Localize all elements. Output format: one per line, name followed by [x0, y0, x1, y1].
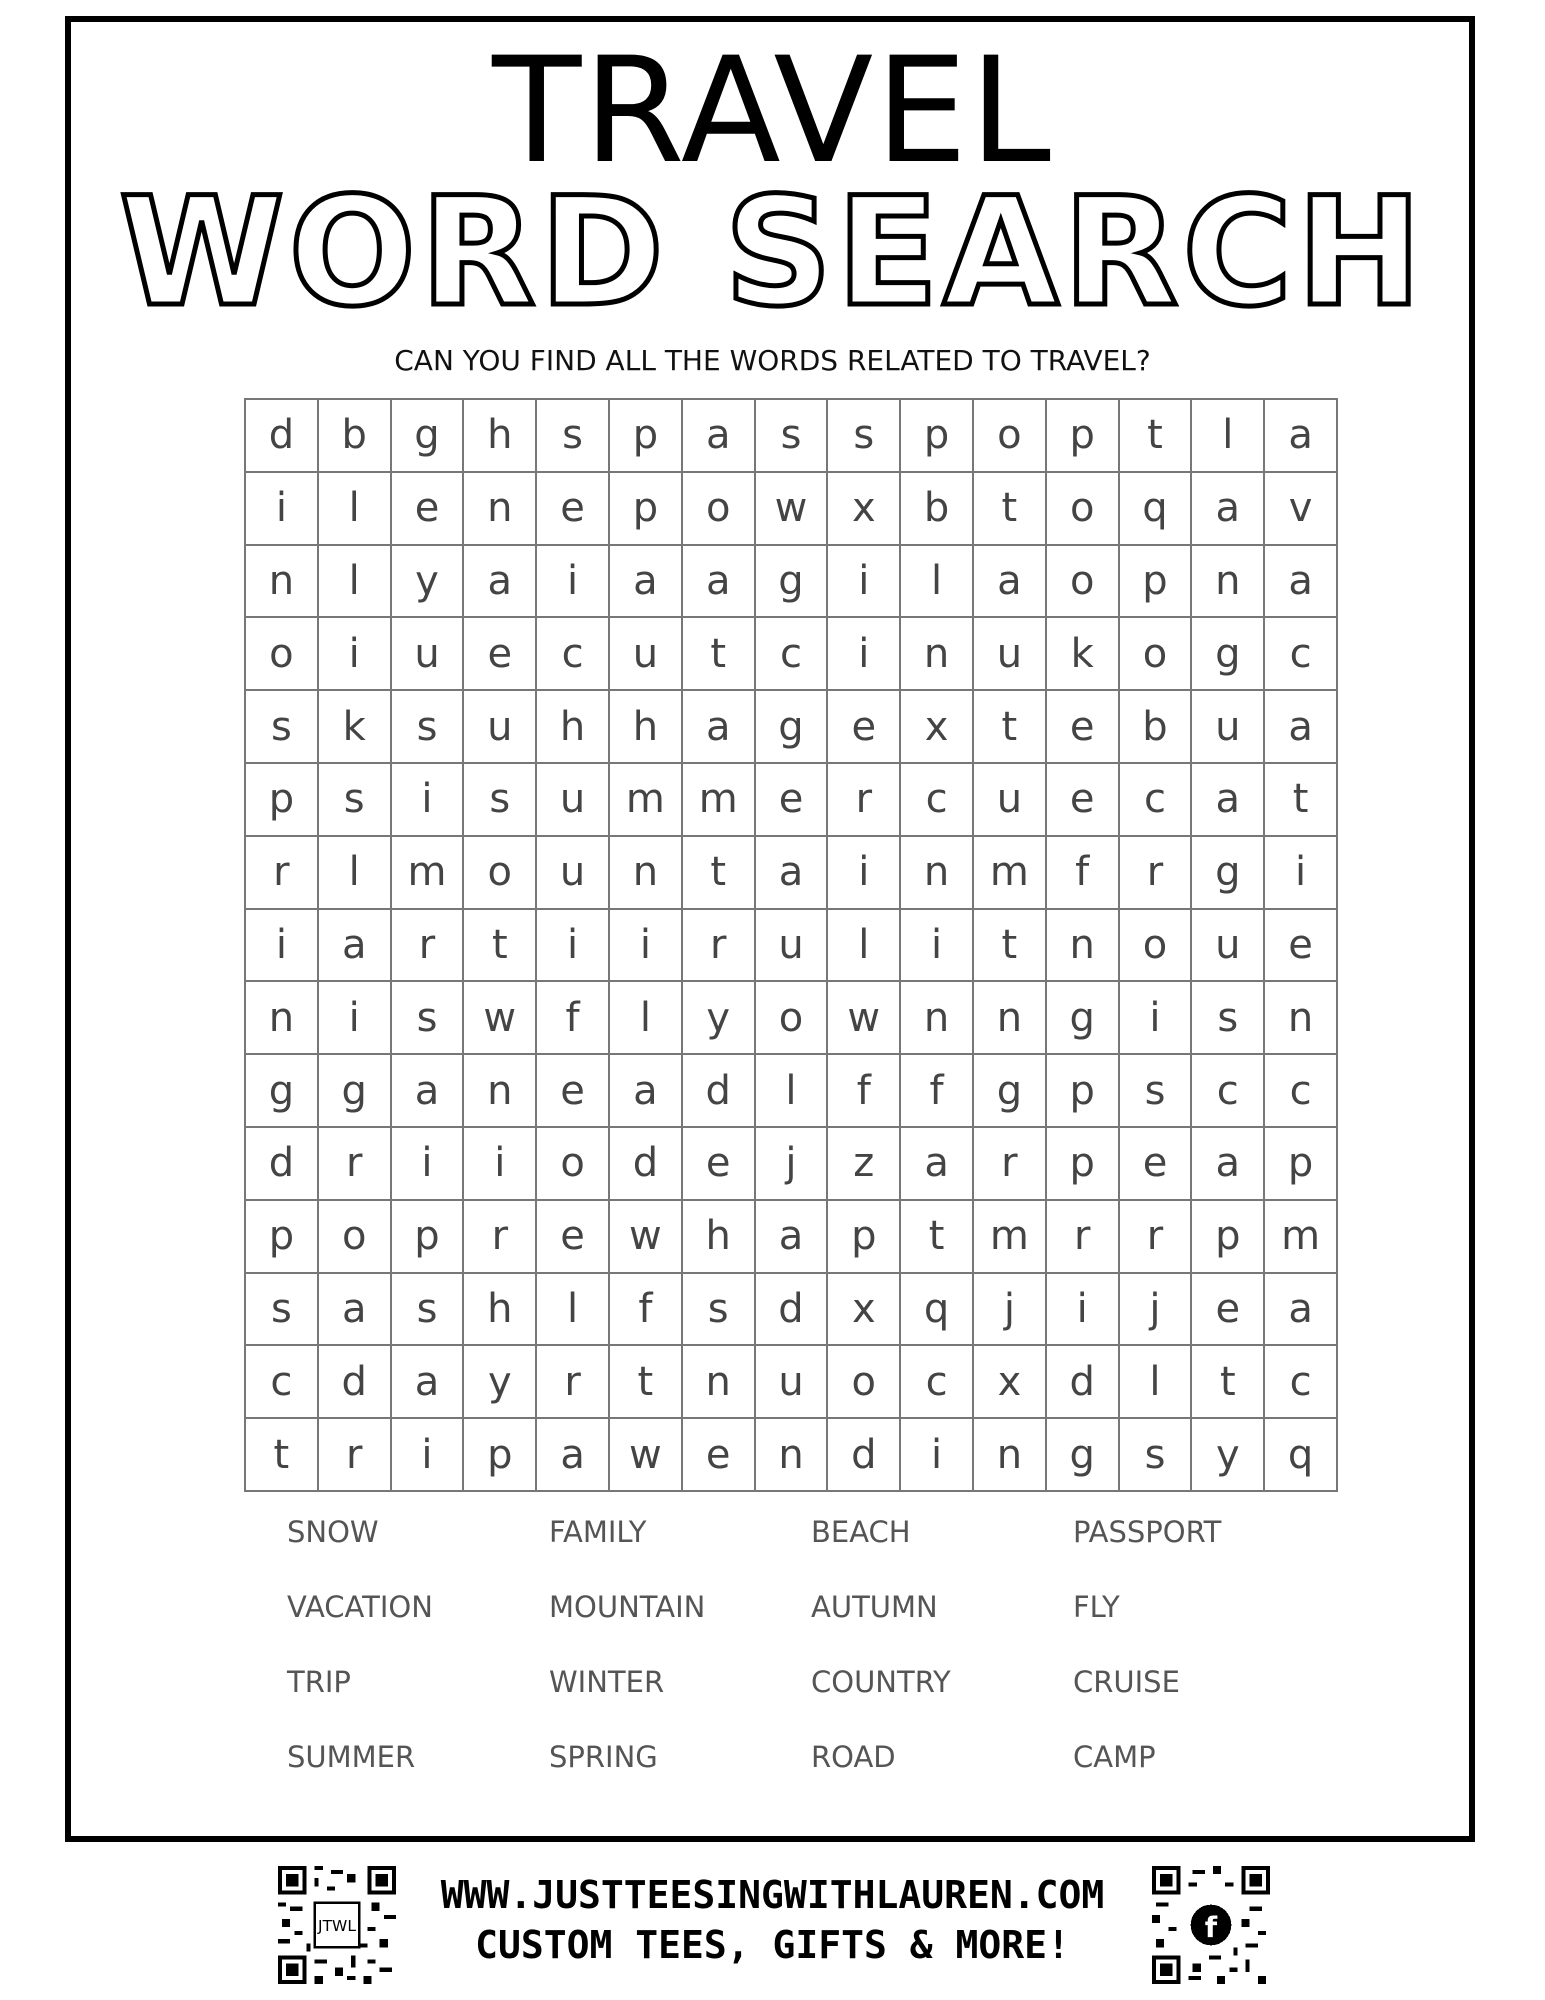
- word-list-item: AUTUMN: [811, 1590, 938, 1624]
- grid-cell[interactable]: c: [246, 1346, 319, 1419]
- grid-cell[interactable]: f: [1047, 837, 1120, 910]
- website-link[interactable]: WWW.JUSTTEESINGWITHLAUREN.COM: [440, 1873, 1105, 1917]
- grid-cell[interactable]: l: [537, 1274, 610, 1347]
- word-list: [287, 1515, 1387, 1835]
- grid-cell[interactable]: a: [537, 1419, 610, 1492]
- grid-cell[interactable]: e: [537, 473, 610, 546]
- grid-cell[interactable]: n: [610, 837, 683, 910]
- grid-cell[interactable]: o: [319, 1201, 392, 1274]
- grid-cell[interactable]: l: [756, 1055, 829, 1128]
- grid-cell[interactable]: d: [683, 1055, 756, 1128]
- grid-cell[interactable]: s: [683, 1274, 756, 1347]
- grid-cell[interactable]: x: [901, 691, 974, 764]
- grid-cell[interactable]: p: [1047, 1055, 1120, 1128]
- grid-cell[interactable]: g: [1047, 1419, 1120, 1492]
- grid-cell[interactable]: t: [464, 910, 537, 983]
- grid-cell[interactable]: t: [683, 837, 756, 910]
- grid-cell[interactable]: w: [610, 1201, 683, 1274]
- grid-cell[interactable]: u: [974, 618, 1047, 691]
- grid-cell[interactable]: a: [974, 546, 1047, 619]
- grid-cell[interactable]: a: [756, 1201, 829, 1274]
- word-list-item: MOUNTAIN: [549, 1590, 706, 1624]
- word-list-item: COUNTRY: [811, 1665, 951, 1699]
- grid-cell[interactable]: l: [319, 473, 392, 546]
- grid-cell[interactable]: a: [1192, 764, 1265, 837]
- grid-cell[interactable]: e: [1047, 764, 1120, 837]
- grid-cell[interactable]: t: [1120, 400, 1193, 473]
- grid-cell[interactable]: p: [1192, 1201, 1265, 1274]
- grid-cell[interactable]: e: [683, 1128, 756, 1201]
- grid-cell[interactable]: i: [828, 546, 901, 619]
- grid-cell[interactable]: n: [974, 1419, 1047, 1492]
- grid-cell[interactable]: e: [1265, 910, 1338, 983]
- grid-cell[interactable]: s: [464, 764, 537, 837]
- grid-cell[interactable]: g: [246, 1055, 319, 1128]
- grid-cell[interactable]: i: [901, 1419, 974, 1492]
- grid-cell[interactable]: i: [1120, 982, 1193, 1055]
- grid-cell[interactable]: m: [610, 764, 683, 837]
- grid-cell[interactable]: g: [319, 1055, 392, 1128]
- grid-cell[interactable]: s: [1120, 1055, 1193, 1128]
- grid-cell[interactable]: l: [1120, 1346, 1193, 1419]
- word-list-item: SPRING: [549, 1740, 658, 1774]
- grid-cell[interactable]: r: [319, 1419, 392, 1492]
- grid-cell[interactable]: y: [464, 1346, 537, 1419]
- grid-cell[interactable]: w: [828, 982, 901, 1055]
- grid-cell[interactable]: t: [974, 473, 1047, 546]
- grid-cell[interactable]: r: [319, 1128, 392, 1201]
- grid-cell[interactable]: l: [319, 546, 392, 619]
- grid-cell[interactable]: p: [1120, 546, 1193, 619]
- grid-cell[interactable]: i: [1265, 837, 1338, 910]
- grid-cell[interactable]: a: [319, 1274, 392, 1347]
- grid-cell[interactable]: a: [319, 910, 392, 983]
- grid-cell[interactable]: o: [756, 982, 829, 1055]
- grid-cell[interactable]: w: [464, 982, 537, 1055]
- grid-cell[interactable]: i: [901, 910, 974, 983]
- grid-cell[interactable]: i: [464, 1128, 537, 1201]
- grid-cell[interactable]: b: [901, 473, 974, 546]
- grid-cell[interactable]: j: [974, 1274, 1047, 1347]
- word-list-item: BEACH: [811, 1515, 911, 1549]
- grid-cell[interactable]: r: [974, 1128, 1047, 1201]
- grid-cell[interactable]: r: [1120, 837, 1193, 910]
- grid-cell[interactable]: t: [683, 618, 756, 691]
- grid-cell[interactable]: b: [1120, 691, 1193, 764]
- grid-cell[interactable]: n: [1265, 982, 1338, 1055]
- grid-cell[interactable]: p: [246, 764, 319, 837]
- grid-cell[interactable]: i: [246, 473, 319, 546]
- title-word-search: WORD SEARCH: [119, 166, 1426, 340]
- grid-cell[interactable]: q: [901, 1274, 974, 1347]
- grid-cell[interactable]: i: [319, 982, 392, 1055]
- grid-cell[interactable]: w: [610, 1419, 683, 1492]
- grid-cell[interactable]: k: [1047, 618, 1120, 691]
- grid-cell[interactable]: r: [683, 910, 756, 983]
- grid-cell[interactable]: b: [319, 400, 392, 473]
- grid-cell[interactable]: j: [1120, 1274, 1193, 1347]
- grid-cell[interactable]: e: [392, 473, 465, 546]
- grid-cell[interactable]: f: [828, 1055, 901, 1128]
- tagline: CUSTOM TEES, GIFTS & MORE!: [475, 1923, 1070, 1967]
- grid-cell[interactable]: s: [756, 400, 829, 473]
- grid-cell[interactable]: a: [1265, 1274, 1338, 1347]
- grid-cell[interactable]: p: [1265, 1128, 1338, 1201]
- grid-cell[interactable]: m: [974, 837, 1047, 910]
- grid-cell[interactable]: f: [537, 982, 610, 1055]
- grid-cell[interactable]: h: [610, 691, 683, 764]
- grid-cell[interactable]: c: [756, 618, 829, 691]
- word-list-item: TRIP: [287, 1665, 351, 1699]
- grid-cell[interactable]: n: [974, 982, 1047, 1055]
- grid-cell[interactable]: r: [392, 910, 465, 983]
- grid-cell[interactable]: e: [537, 1055, 610, 1128]
- grid-cell[interactable]: s: [1192, 982, 1265, 1055]
- qr-logo-label: JTWL: [318, 1917, 356, 1936]
- grid-cell[interactable]: o: [1120, 910, 1193, 983]
- grid-cell[interactable]: p: [1047, 400, 1120, 473]
- svg-text:f: f: [1204, 1911, 1218, 1945]
- grid-cell[interactable]: r: [464, 1201, 537, 1274]
- grid-cell[interactable]: u: [537, 837, 610, 910]
- grid-cell[interactable]: l: [610, 982, 683, 1055]
- subtitle: CAN YOU FIND ALL THE WORDS RELATED TO TRAVEL?: [394, 344, 1151, 377]
- grid-cell[interactable]: r: [1047, 1201, 1120, 1274]
- grid-cell[interactable]: t: [610, 1346, 683, 1419]
- letter-grid[interactable]: [244, 398, 1338, 1492]
- grid-cell[interactable]: n: [901, 837, 974, 910]
- grid-cell[interactable]: e: [464, 618, 537, 691]
- grid-cell[interactable]: m: [392, 837, 465, 910]
- grid-cell[interactable]: g: [1192, 837, 1265, 910]
- grid-cell[interactable]: p: [1047, 1128, 1120, 1201]
- grid-cell[interactable]: d: [610, 1128, 683, 1201]
- grid-cell[interactable]: d: [319, 1346, 392, 1419]
- grid-cell[interactable]: p: [828, 1201, 901, 1274]
- grid-cell[interactable]: l: [901, 546, 974, 619]
- grid-cell[interactable]: t: [246, 1419, 319, 1492]
- grid-cell[interactable]: e: [1120, 1128, 1193, 1201]
- word-list-item: SNOW: [287, 1515, 379, 1549]
- word-list-item: CRUISE: [1073, 1665, 1180, 1699]
- grid-cell[interactable]: i: [319, 618, 392, 691]
- grid-cell[interactable]: o: [246, 618, 319, 691]
- grid-cell[interactable]: a: [1265, 400, 1338, 473]
- grid-cell[interactable]: r: [1120, 1201, 1193, 1274]
- grid-cell[interactable]: c: [1265, 618, 1338, 691]
- grid-cell[interactable]: t: [974, 691, 1047, 764]
- grid-cell[interactable]: c: [901, 1346, 974, 1419]
- grid-cell[interactable]: g: [392, 400, 465, 473]
- grid-cell[interactable]: u: [1192, 910, 1265, 983]
- grid-cell[interactable]: c: [1192, 1055, 1265, 1128]
- grid-cell[interactable]: o: [1120, 618, 1193, 691]
- grid-cell[interactable]: u: [392, 618, 465, 691]
- grid-cell[interactable]: h: [464, 400, 537, 473]
- grid-cell[interactable]: o: [828, 1346, 901, 1419]
- grid-cell[interactable]: y: [683, 982, 756, 1055]
- grid-cell[interactable]: s: [392, 982, 465, 1055]
- word-list-item: FAMILY: [549, 1515, 647, 1549]
- grid-cell[interactable]: u: [537, 764, 610, 837]
- grid-cell[interactable]: r: [246, 837, 319, 910]
- grid-cell[interactable]: i: [392, 1419, 465, 1492]
- grid-cell[interactable]: a: [610, 546, 683, 619]
- grid-cell[interactable]: a: [392, 1055, 465, 1128]
- grid-cell[interactable]: o: [1047, 473, 1120, 546]
- grid-cell[interactable]: x: [828, 1274, 901, 1347]
- grid-cell[interactable]: p: [464, 1419, 537, 1492]
- grid-cell[interactable]: c: [1265, 1346, 1338, 1419]
- grid-cell[interactable]: i: [392, 764, 465, 837]
- grid-cell[interactable]: t: [901, 1201, 974, 1274]
- grid-cell[interactable]: z: [828, 1128, 901, 1201]
- grid-cell[interactable]: i: [828, 618, 901, 691]
- grid-cell[interactable]: o: [537, 1128, 610, 1201]
- grid-cell[interactable]: o: [683, 473, 756, 546]
- word-list-item: CAMP: [1073, 1740, 1156, 1774]
- grid-cell[interactable]: p: [901, 400, 974, 473]
- grid-cell[interactable]: v: [1265, 473, 1338, 546]
- grid-cell[interactable]: s: [537, 400, 610, 473]
- grid-cell[interactable]: g: [974, 1055, 1047, 1128]
- grid-cell[interactable]: j: [756, 1128, 829, 1201]
- grid-cell[interactable]: t: [974, 910, 1047, 983]
- grid-cell[interactable]: a: [464, 546, 537, 619]
- grid-cell[interactable]: t: [1192, 1346, 1265, 1419]
- grid-cell[interactable]: g: [1192, 618, 1265, 691]
- grid-cell[interactable]: l: [1192, 400, 1265, 473]
- grid-cell[interactable]: s: [319, 764, 392, 837]
- grid-cell[interactable]: a: [683, 400, 756, 473]
- grid-cell[interactable]: k: [319, 691, 392, 764]
- grid-cell[interactable]: t: [1265, 764, 1338, 837]
- grid-cell[interactable]: n: [1192, 546, 1265, 619]
- grid-cell[interactable]: s: [392, 691, 465, 764]
- word-list-item: VACATION: [287, 1590, 433, 1624]
- grid-cell[interactable]: i: [1047, 1274, 1120, 1347]
- grid-cell[interactable]: x: [974, 1346, 1047, 1419]
- grid-cell[interactable]: u: [974, 764, 1047, 837]
- grid-cell[interactable]: i: [392, 1128, 465, 1201]
- grid-cell[interactable]: o: [974, 400, 1047, 473]
- grid-cell[interactable]: f: [901, 1055, 974, 1128]
- grid-cell[interactable]: s: [828, 400, 901, 473]
- grid-cell[interactable]: h: [537, 691, 610, 764]
- grid-cell[interactable]: a: [756, 837, 829, 910]
- grid-cell[interactable]: n: [464, 1055, 537, 1128]
- grid-cell[interactable]: a: [901, 1128, 974, 1201]
- grid-cell[interactable]: a: [610, 1055, 683, 1128]
- grid-cell[interactable]: m: [1265, 1201, 1338, 1274]
- grid-cell[interactable]: w: [756, 473, 829, 546]
- grid-cell[interactable]: c: [1120, 764, 1193, 837]
- grid-cell[interactable]: l: [828, 910, 901, 983]
- grid-cell[interactable]: q: [1120, 473, 1193, 546]
- grid-cell[interactable]: c: [901, 764, 974, 837]
- grid-cell[interactable]: h: [683, 1201, 756, 1274]
- grid-cell[interactable]: m: [683, 764, 756, 837]
- grid-cell[interactable]: n: [901, 982, 974, 1055]
- grid-cell[interactable]: n: [683, 1346, 756, 1419]
- grid-cell[interactable]: e: [683, 1419, 756, 1492]
- footer: [0, 1870, 1545, 1970]
- grid-cell[interactable]: m: [974, 1201, 1047, 1274]
- grid-cell[interactable]: g: [756, 691, 829, 764]
- grid-cell[interactable]: d: [246, 1128, 319, 1201]
- title-travel: TRAVEL: [492, 26, 1053, 196]
- grid-cell[interactable]: q: [1265, 1419, 1338, 1492]
- grid-cell[interactable]: a: [683, 691, 756, 764]
- grid-cell[interactable]: i: [246, 910, 319, 983]
- grid-cell[interactable]: c: [1265, 1055, 1338, 1128]
- grid-cell[interactable]: d: [246, 400, 319, 473]
- grid-cell[interactable]: u: [1192, 691, 1265, 764]
- grid-cell[interactable]: y: [1192, 1419, 1265, 1492]
- grid-cell[interactable]: l: [319, 837, 392, 910]
- grid-cell[interactable]: a: [1265, 546, 1338, 619]
- grid-cell[interactable]: p: [392, 1201, 465, 1274]
- grid-cell[interactable]: s: [392, 1274, 465, 1347]
- grid-cell[interactable]: u: [756, 910, 829, 983]
- grid-cell[interactable]: g: [1047, 982, 1120, 1055]
- grid-cell[interactable]: p: [610, 473, 683, 546]
- grid-cell[interactable]: a: [1265, 691, 1338, 764]
- grid-cell[interactable]: s: [1120, 1419, 1193, 1492]
- grid-cell[interactable]: i: [537, 910, 610, 983]
- grid-cell[interactable]: p: [246, 1201, 319, 1274]
- grid-cell[interactable]: c: [537, 618, 610, 691]
- word-list-item: FLY: [1073, 1590, 1120, 1624]
- grid-cell[interactable]: i: [537, 546, 610, 619]
- grid-cell[interactable]: d: [828, 1419, 901, 1492]
- grid-cell[interactable]: u: [464, 691, 537, 764]
- grid-cell[interactable]: a: [1192, 473, 1265, 546]
- grid-cell[interactable]: i: [610, 910, 683, 983]
- grid-cell[interactable]: o: [1047, 546, 1120, 619]
- grid-cell[interactable]: r: [828, 764, 901, 837]
- grid-cell[interactable]: y: [392, 546, 465, 619]
- grid-cell[interactable]: d: [756, 1274, 829, 1347]
- grid-cell[interactable]: o: [464, 837, 537, 910]
- grid-cell[interactable]: d: [1047, 1346, 1120, 1419]
- grid-cell[interactable]: e: [756, 764, 829, 837]
- grid-cell[interactable]: i: [828, 837, 901, 910]
- grid-cell[interactable]: n: [246, 982, 319, 1055]
- word-list-item: PASSPORT: [1073, 1515, 1222, 1549]
- grid-cell[interactable]: r: [537, 1346, 610, 1419]
- grid-cell[interactable]: a: [392, 1346, 465, 1419]
- grid-cell[interactable]: e: [828, 691, 901, 764]
- grid-cell[interactable]: u: [756, 1346, 829, 1419]
- grid-cell[interactable]: p: [610, 400, 683, 473]
- grid-cell[interactable]: u: [610, 618, 683, 691]
- grid-cell[interactable]: g: [756, 546, 829, 619]
- grid-cell[interactable]: e: [1192, 1274, 1265, 1347]
- word-list-item: SUMMER: [287, 1740, 416, 1774]
- grid-cell[interactable]: a: [683, 546, 756, 619]
- grid-cell[interactable]: a: [1192, 1128, 1265, 1201]
- grid-cell[interactable]: s: [246, 691, 319, 764]
- grid-cell[interactable]: s: [246, 1274, 319, 1347]
- word-list-item: WINTER: [549, 1665, 665, 1699]
- grid-cell[interactable]: n: [246, 546, 319, 619]
- grid-cell[interactable]: f: [610, 1274, 683, 1347]
- grid-cell[interactable]: n: [901, 618, 974, 691]
- grid-cell[interactable]: e: [537, 1201, 610, 1274]
- grid-cell[interactable]: n: [756, 1419, 829, 1492]
- grid-cell[interactable]: x: [828, 473, 901, 546]
- grid-cell[interactable]: e: [1047, 691, 1120, 764]
- grid-cell[interactable]: n: [1047, 910, 1120, 983]
- grid-cell[interactable]: n: [464, 473, 537, 546]
- word-list-item: ROAD: [811, 1740, 896, 1774]
- grid-cell[interactable]: h: [464, 1274, 537, 1347]
